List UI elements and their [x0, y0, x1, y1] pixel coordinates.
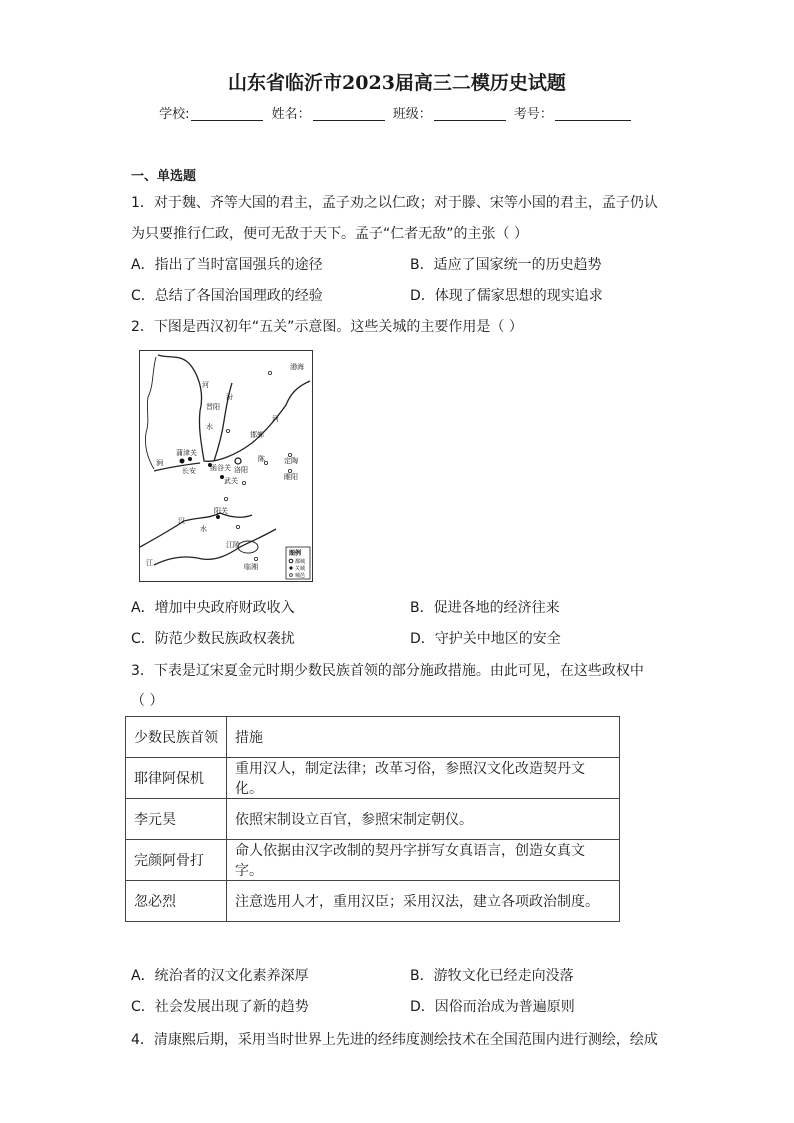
- map-label: 晋阳: [206, 403, 220, 411]
- city-marker-luoyang: [235, 458, 241, 464]
- map-label: 江陵: [226, 541, 240, 549]
- page-title: 山东省临沂市2023届高三二模历史试题: [228, 72, 566, 94]
- table-cell-measure: 注意选用人才，重用汉臣；采用汉法，建立各项政治制度。: [227, 881, 620, 922]
- map-label: 陈: [258, 455, 265, 463]
- table-header-row: [126, 717, 620, 758]
- map-label: 河: [272, 415, 279, 423]
- class-blank[interactable]: [434, 106, 506, 121]
- q3-stem: 3．下表是辽宋夏金元时期少数民族首领的部分施政措施。由此可见，在这些政权中: [131, 663, 644, 679]
- school-label: 学校:: [159, 107, 190, 122]
- q2-option-d[interactable]: D．守护关中地区的安全: [410, 631, 561, 647]
- q1-option-a[interactable]: A．指出了当时富国强兵的途径: [131, 257, 323, 273]
- map-label: 武关: [224, 477, 238, 485]
- map-label: 渤海: [290, 363, 304, 371]
- pass-marker-pujin: [188, 457, 192, 461]
- map-label: 长安: [182, 467, 196, 475]
- q1-option-d[interactable]: D．体现了儒家思想的现实追求: [410, 288, 603, 304]
- map-label: 江: [146, 559, 153, 567]
- school-blank[interactable]: [191, 106, 263, 121]
- map-label: 蒲津关: [176, 449, 197, 457]
- table-cell-leader: 忽必烈: [126, 881, 227, 922]
- q2-stem: 2．下图是西汉初年“五关”示意图。这些关城的主要作用是（ ）: [131, 319, 523, 335]
- q1-option-c[interactable]: C．总结了各国治国理政的经验: [131, 288, 323, 304]
- map-label: 临湘: [244, 563, 258, 571]
- q3-option-d[interactable]: D．因俗而治成为普遍原则: [410, 999, 575, 1015]
- map-label: 汉: [178, 517, 185, 525]
- q3-answer-paren: （ ）: [131, 693, 164, 709]
- exam-number-blank[interactable]: [555, 106, 631, 121]
- map-label: 水: [200, 525, 207, 533]
- map-label: 河: [202, 381, 209, 389]
- table-cell-leader: 耶律阿保机: [126, 758, 227, 799]
- legend-item: 关城: [295, 566, 306, 572]
- section-title: 一、单选题: [131, 169, 197, 184]
- q2-option-c[interactable]: C．防范少数民族政权袭扰: [131, 631, 295, 647]
- table-row: [126, 799, 620, 840]
- map-label: 洛阳: [234, 466, 248, 474]
- q3-option-c[interactable]: C．社会发展出现了新的趋势: [131, 999, 309, 1015]
- table-cell-measure: 命人依据由汉字改制的契丹字拼写女真语言，创造女真文字。: [227, 840, 620, 881]
- table-row: [126, 881, 620, 922]
- map-graphic: [140, 351, 312, 581]
- q2-option-a[interactable]: A．增加中央政府财政收入: [131, 600, 295, 616]
- map-label: 定陶: [284, 457, 298, 465]
- five-passes-map: [139, 350, 313, 582]
- table-cell-leader: 完颜阿骨打: [126, 840, 227, 881]
- map-legend: [286, 547, 310, 579]
- q2-option-b[interactable]: B．促进各地的经济往来: [410, 600, 560, 616]
- left-boundary-line: [145, 357, 156, 469]
- table-cell-measure: 依照宋制设立百官，参照宋制定朝仪。: [227, 799, 620, 840]
- q1-stem-line1: 1．对于魏、齐等大国的君主，孟子劝之以仁政；对于滕、宋等小国的君主，孟子仍认: [131, 195, 658, 211]
- legend-item: 城邑: [295, 573, 306, 579]
- q1-stem-line2: 为只要推行仁政，便可无敌于天下。孟子“仁者无敌”的主张（ ）: [131, 226, 528, 242]
- map-label: 睢阳: [284, 473, 298, 481]
- map-label: 汾: [226, 393, 233, 401]
- q3-table: [125, 716, 620, 922]
- student-info-line: [0, 103, 794, 122]
- table-row: [126, 758, 620, 799]
- q4-stem-line1: 4．清康熙后期，采用当时世界上先进的经纬度测绘技术在全国范围内进行测绘，绘成: [131, 1032, 658, 1048]
- capital-marker-changan: [180, 459, 185, 464]
- map-label: 函谷关: [210, 464, 231, 472]
- map-label: 邯郸: [250, 431, 264, 439]
- map-label: 水: [206, 423, 213, 431]
- pass-marker-yang: [216, 515, 220, 519]
- yellow-river-line: [158, 355, 310, 461]
- legend-item: 都城: [295, 559, 306, 565]
- table-row: [126, 840, 620, 881]
- table-cell-leader: 李元昊: [126, 799, 227, 840]
- name-blank[interactable]: [313, 106, 385, 121]
- q3-option-a[interactable]: A．统治者的汉文化素养深厚: [131, 968, 309, 984]
- map-label: 涧: [156, 459, 163, 467]
- map-label: 阳关: [214, 507, 228, 515]
- q1-option-b[interactable]: B．适应了国家统一的历史趋势: [410, 257, 602, 273]
- exam-number-label: 考号：: [513, 107, 553, 122]
- class-label: 班级：: [392, 107, 432, 122]
- legend-title: 图例: [289, 550, 302, 557]
- table-header-cell: 措施: [227, 717, 620, 758]
- table-cell-measure: 重用汉人，制定法律；改革习俗，参照汉文化改造契丹文化。: [227, 758, 620, 799]
- q3-option-b[interactable]: B．游牧文化已经走向没落: [410, 968, 574, 984]
- table-header-cell: 少数民族首领: [126, 717, 227, 758]
- name-label: 姓名：: [271, 107, 311, 122]
